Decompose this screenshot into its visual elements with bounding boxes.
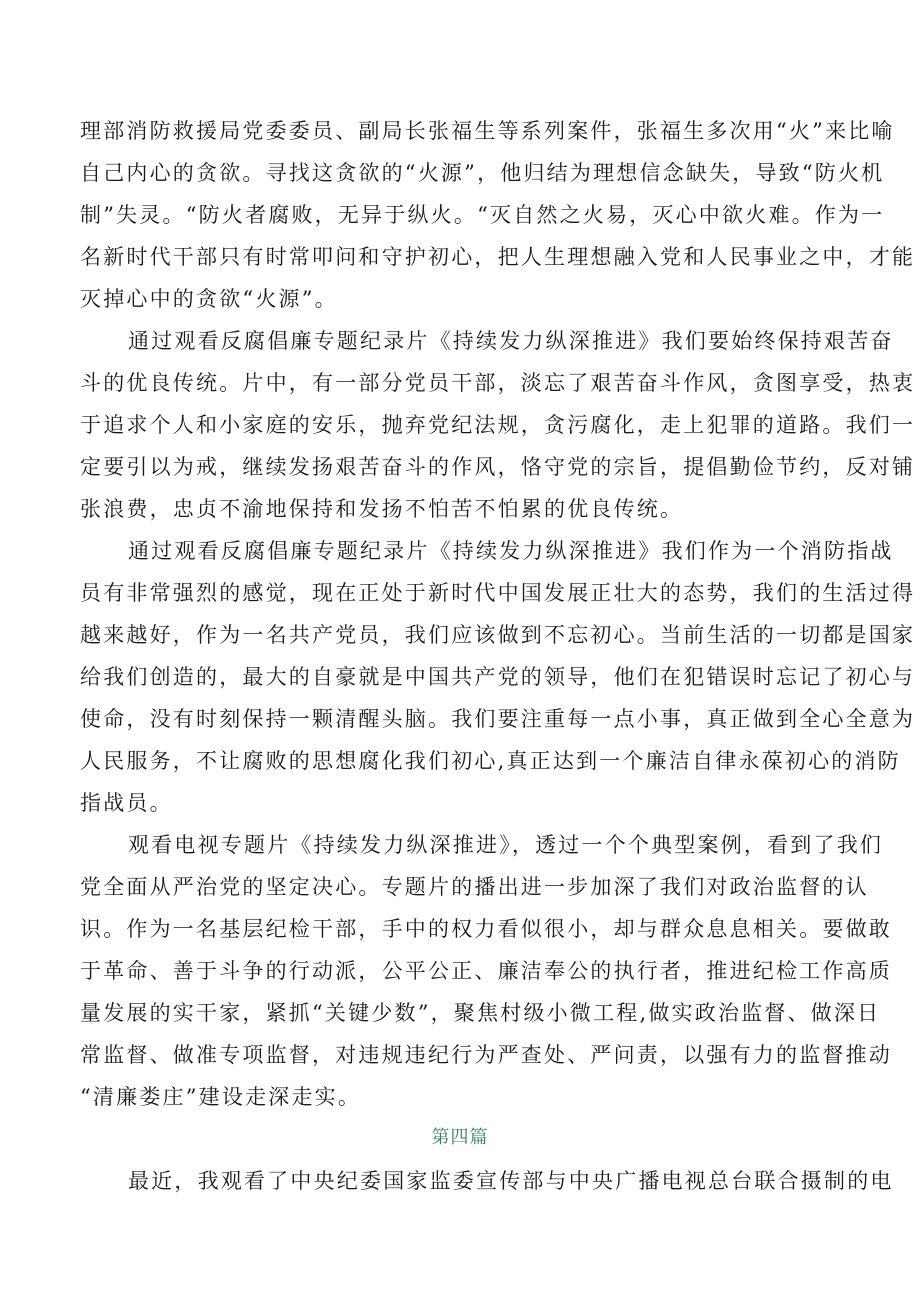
paragraph-first-line: 通过观看反腐倡廉专题纪录片《持续发力纵深推进》我们作为一个消防指战 xyxy=(128,539,894,563)
text-line: 于追求个人和小家庭的安乐，抛弃党纪法规，贪污腐化，走上犯罪的道路。我们一 xyxy=(80,413,916,437)
paragraph-first-line: 最近，我观看了中央纪委国家监委宣传部与中央广播电视总台联合摄制的电 xyxy=(128,1169,894,1193)
text-line: 使命，没有时刻保持一颗清醒头脑。我们要注重每一点小事，真正做到全心全意为 xyxy=(80,707,916,731)
text-line: 人民服务，不让腐败的思想腐化我们初心,真正达到一个廉洁自律永葆初心的消防 xyxy=(80,749,901,773)
text-line: 指战员。 xyxy=(80,791,173,815)
text-line: 张浪费，忠贞不渝地保持和发扬不怕苦不怕累的优良传统。 xyxy=(80,497,684,521)
text-line: 给我们创造的，最大的自豪就是中国共产党的领导，他们在犯错误时忘记了初心与 xyxy=(80,665,916,689)
text-line: 量发展的实干家，紧抓“关键少数”，聚焦村级小微工程,做实政治监督、做深日 xyxy=(80,1001,881,1025)
text-line: 名新时代干部只有时常叩问和守护初心，把人生理想融入党和人民事业之中，才能 xyxy=(80,245,916,269)
paragraph-first-line: 观看电视专题片《持续发力纵深推进》，透过一个个典型案例，看到了我们 xyxy=(128,833,884,857)
text-line: 于革命、善于斗争的行动派，公平公正、廉洁奉公的执行者，推进纪检工作高质 xyxy=(80,959,892,983)
text-line: 斗的优良传统。片中，有一部分党员干部，淡忘了艰苦奋斗作风，贪图享受，热衷 xyxy=(80,371,916,395)
text-line: 理部消防救援局党委委员、副局长张福生等系列案件，张福生多次用“火”来比喻 xyxy=(80,119,895,143)
text-line: “清廉娄庄”建设走深走实。 xyxy=(80,1085,362,1109)
text-line: 越来越好，作为一名共产党员，我们应该做到不忘初心。当前生活的一切都是国家 xyxy=(80,623,916,647)
paragraph-first-line: 通过观看反腐倡廉专题纪录片《持续发力纵深推进》我们要始终保持艰苦奋 xyxy=(128,329,894,353)
text-line: 识。作为一名基层纪检干部，手中的权力看似很小，却与群众息息相关。要做敢 xyxy=(80,917,892,941)
text-line: 常监督、做准专项监督，对违规违纪行为严查处、严问责，以强有力的监督推动 xyxy=(80,1043,892,1067)
text-line: 员有非常强烈的感觉，现在正处于新时代中国发展正壮大的态势，我们的生活过得 xyxy=(80,581,916,605)
text-line: 制”失灵。“防火者腐败，无异于纵火。“灭自然之火易，灭心中欲火难。作为一 xyxy=(80,203,885,227)
text-line: 党全面从严治党的坚定决心。专题片的播出进一步加深了我们对政治监督的认 xyxy=(80,875,869,899)
text-line: 自己内心的贪欲。寻找这贪欲的“火源”，他归结为理想信念缺失，导致“防火机 xyxy=(80,161,885,185)
text-line: 灭掉心中的贪欲“火源”。 xyxy=(80,287,338,311)
section-heading: 第四篇 xyxy=(431,1127,489,1148)
text-line: 定要引以为戒，继续发扬艰苦奋斗的作风，恪守党的宗旨，提倡勤俭节约，反对铺 xyxy=(80,455,916,479)
